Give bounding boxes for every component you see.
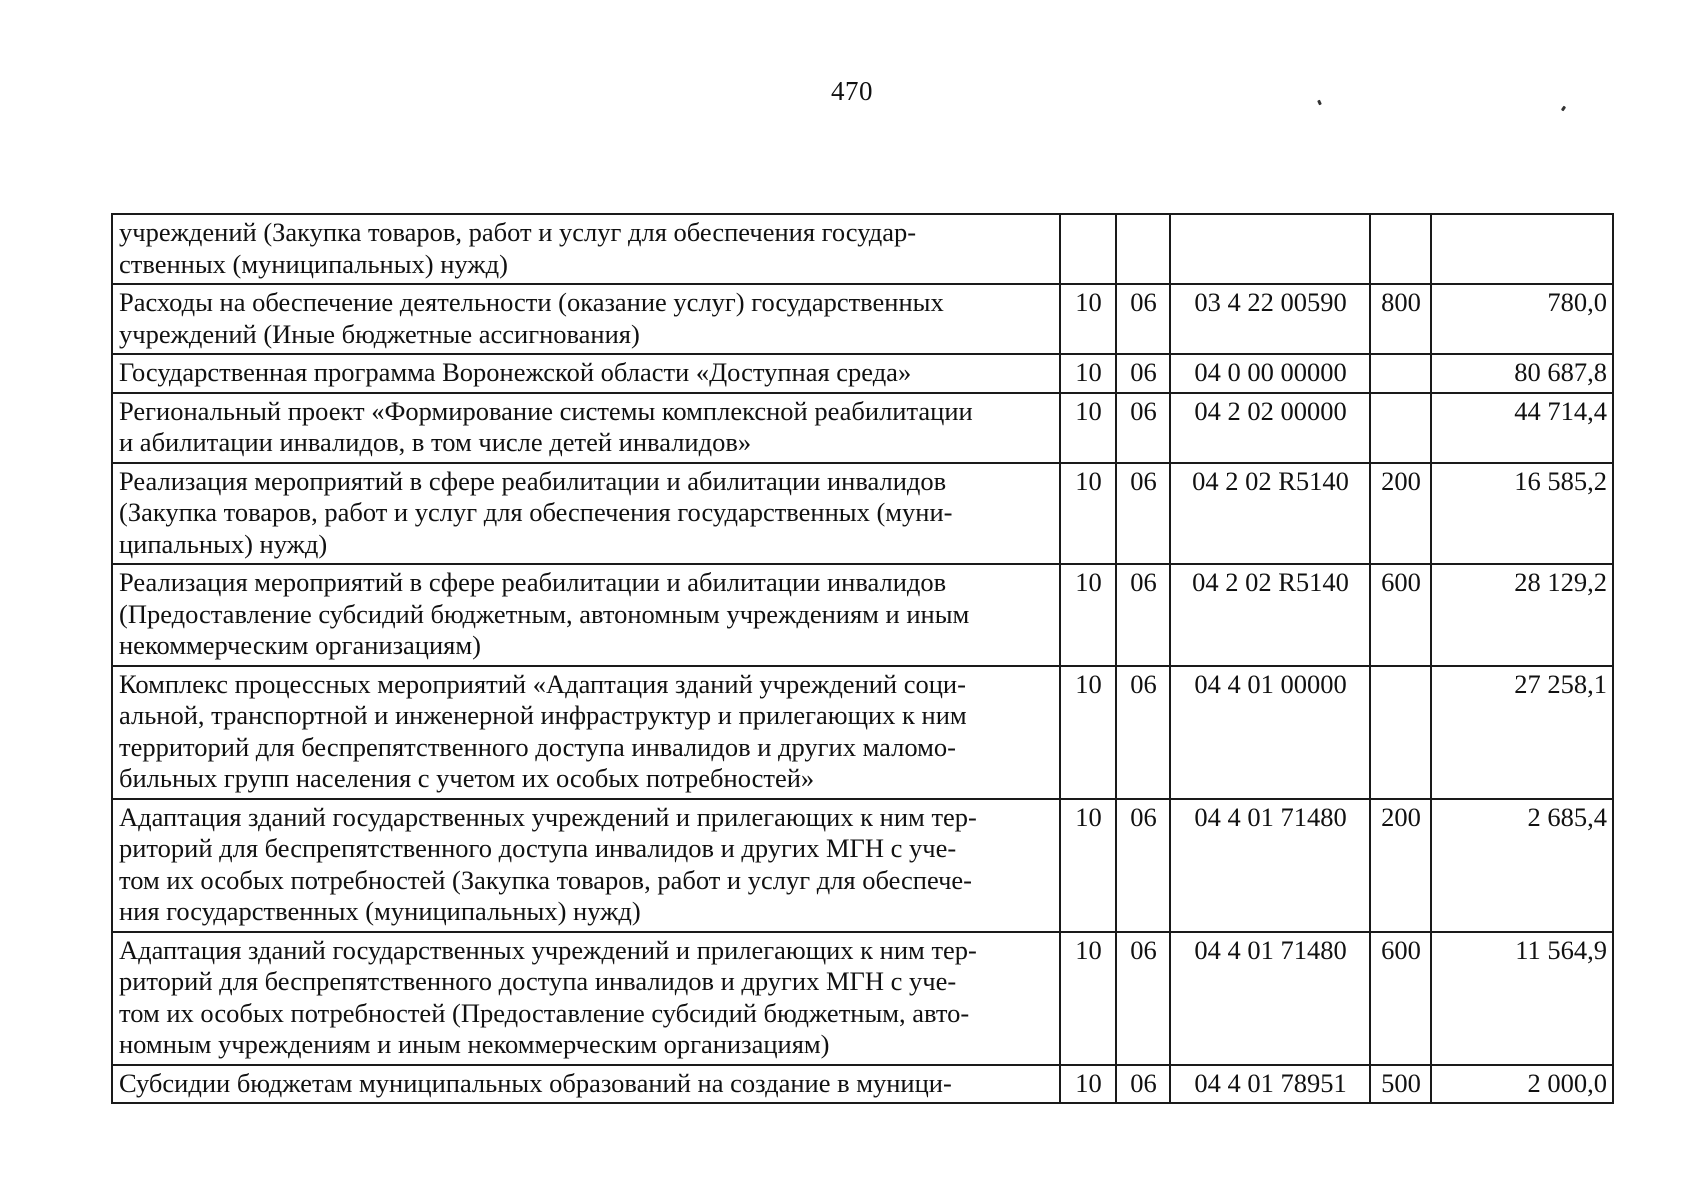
row-name-line: Комплекс процессных мероприятий «Адаптация зданий учреждений соци- [119,668,966,699]
section-code-cell: 10 [1060,284,1116,354]
expense-type-code-cell: 500 [1370,1065,1431,1104]
row-name-line: ципальных) нужд) [119,528,328,559]
amount-cell: 44 714,4 [1431,393,1613,463]
section-code-cell: 10 [1060,463,1116,565]
section-code-cell: 10 [1060,354,1116,393]
section-code-cell: 10 [1060,1065,1116,1104]
row-name-line: Расходы на обеспечение деятельности (оказание услуг) государственных [119,287,944,317]
row-name-line: ственных (муниципальных) нужд) [119,248,508,279]
amount-cell [1431,214,1613,284]
row-name-line: альной, транспортной и инженерной инфраструктур и прилегающих к ним [119,700,967,730]
expense-type-code-cell: 600 [1370,564,1431,666]
subsection-code-cell: 06 [1116,1065,1170,1104]
row-name-line: учреждений (Закупка товаров, работ и услуг для обеспечения государ- [119,217,917,247]
row-name-line: Адаптация зданий государственных учреждений и прилегающих к ним тер- [119,801,977,832]
amount-cell: 780,0 [1431,284,1613,354]
expense-type-code-cell [1370,393,1431,463]
row-name-cell [112,463,1060,565]
section-code-cell: 10 [1060,564,1116,666]
expense-type-code-cell [1370,214,1431,284]
row-name-line: учреждений (Иные бюджетные ассигнования) [119,318,640,349]
row-name-line: ния государственных (муниципальных) нужд) [119,896,641,926]
table-row [112,799,1613,932]
row-name-cell [112,214,1060,284]
target-item-code-cell: 04 2 02 R5140 [1170,463,1370,565]
target-item-code-cell: 04 4 01 78951 [1170,1065,1370,1104]
target-item-code-cell: 04 0 00 00000 [1170,354,1370,393]
section-code-cell: 10 [1060,666,1116,799]
row-name-line: номным учреждениям и иным некоммерческим организациям) [119,1029,830,1059]
subsection-code-cell: 06 [1116,666,1170,799]
table-row [112,666,1613,799]
row-name-line: Адаптация зданий государственных учреждений и прилегающих к ним тер- [119,934,977,965]
row-name-line: Реализация мероприятий в сфере реабилитации и абилитации инвалидов [119,567,947,597]
expense-type-code-cell [1370,354,1431,393]
table-row [112,284,1613,354]
row-name-cell [112,932,1060,1065]
amount-cell: 28 129,2 [1431,564,1613,666]
row-name-cell [112,393,1060,463]
amount-cell: 16 585,2 [1431,463,1613,565]
expense-type-code-cell: 800 [1370,284,1431,354]
row-name-line: (Предоставление субсидий бюджетным, автономным учреждениям и иным [119,598,970,629]
table-row [112,564,1613,666]
target-item-code-cell: 04 4 01 00000 [1170,666,1370,799]
amount-cell: 80 687,8 [1431,354,1613,393]
amount-cell: 27 258,1 [1431,666,1613,799]
amount-cell: 11 564,9 [1431,932,1613,1065]
section-code-cell: 10 [1060,932,1116,1065]
row-name-line: риторий для беспрепятственного доступа инвалидов и других МГН с уче- [119,966,957,996]
target-item-code-cell: 04 4 01 71480 [1170,932,1370,1065]
subsection-code-cell: 06 [1116,932,1170,1065]
subsection-code-cell: 06 [1116,799,1170,932]
row-name-line: (Закупка товаров, работ и услуг для обеспечения государственных (муни- [119,497,953,527]
row-name-line: Региональный проект «Формирование системы комплексной реабилитации [119,395,973,426]
target-item-code-cell: 04 4 01 71480 [1170,799,1370,932]
table-row [112,354,1613,393]
subsection-code-cell [1116,214,1170,284]
amount-cell: 2 000,0 [1431,1065,1613,1104]
subsection-code-cell: 06 [1116,284,1170,354]
expense-type-code-cell: 200 [1370,463,1431,565]
table-row [112,393,1613,463]
target-item-code-cell: 03 4 22 00590 [1170,284,1370,354]
expense-type-code-cell: 600 [1370,932,1431,1065]
row-name-cell [112,799,1060,932]
table-row [112,1065,1613,1104]
target-item-code-cell: 04 2 02 R5140 [1170,564,1370,666]
section-code-cell [1060,214,1116,284]
scan-speck-mark [1561,106,1566,112]
subsection-code-cell: 06 [1116,564,1170,666]
expense-type-code-cell [1370,666,1431,799]
budget-table [111,213,1614,1104]
target-item-code-cell: 04 2 02 00000 [1170,393,1370,463]
row-name-line: Государственная программа Воронежской области «Доступная среда» [119,357,912,387]
table-row [112,214,1613,284]
amount-cell: 2 685,4 [1431,799,1613,932]
table-row [112,463,1613,565]
row-name-line: риторий для беспрепятственного доступа инвалидов и других МГН с уче- [119,833,957,863]
page-number: 470 [831,76,873,106]
section-code-cell: 10 [1060,393,1116,463]
row-name-line: и абилитации инвалидов, в том числе детей инвалидов» [119,427,752,457]
expense-type-code-cell: 200 [1370,799,1431,932]
row-name-cell [112,354,1060,393]
row-name-line: бильных групп населения с учетом их особых потребностей» [119,763,815,793]
row-name-line: территорий для беспрепятственного доступа инвалидов и других маломо- [119,731,956,762]
table-row [112,932,1613,1065]
subsection-code-cell: 06 [1116,463,1170,565]
subsection-code-cell: 06 [1116,393,1170,463]
row-name-line: Реализация мероприятий в сфере реабилитации и абилитации инвалидов [119,465,947,496]
budget-table-body [112,214,1613,1103]
subsection-code-cell: 06 [1116,354,1170,393]
row-name-cell [112,666,1060,799]
target-item-code-cell [1170,214,1370,284]
row-name-line: том их особых потребностей (Предоставление субсидий бюджетным, авто- [119,997,970,1028]
row-name-line: том их особых потребностей (Закупка товаров, работ и услуг для обеспече- [119,864,972,895]
row-name-cell [112,564,1060,666]
row-name-cell [112,284,1060,354]
section-code-cell: 10 [1060,799,1116,932]
row-name-cell [112,1065,1060,1104]
row-name-line: Субсидии бюджетам муниципальных образований на создание в муници- [119,1067,952,1098]
row-name-line: некоммерческим организациям) [119,630,481,660]
